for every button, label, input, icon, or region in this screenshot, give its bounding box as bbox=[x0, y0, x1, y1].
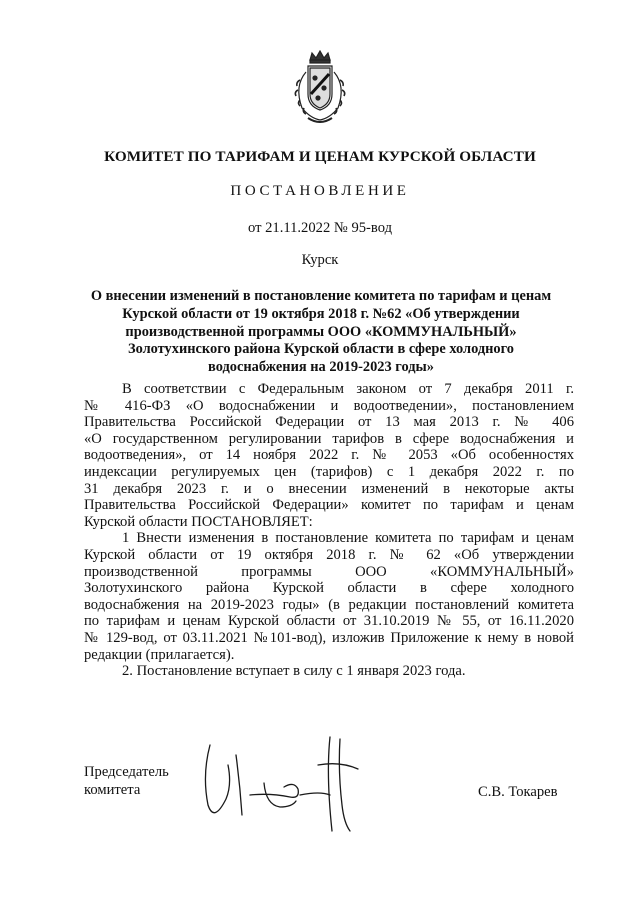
document-body bbox=[84, 381, 574, 680]
preamble-line: индексации регулируемых цен (тарифов) с 1 декабря 2022 г. по bbox=[84, 463, 574, 480]
handwritten-signature bbox=[180, 735, 390, 835]
document-type: ПОСТАНОВЛЕНИЕ bbox=[230, 183, 410, 199]
title-line: Курской области от 19 октября 2018 г. №62 «Об утверждении bbox=[122, 305, 520, 322]
item1-line: Курской области от 19 октября 2018 г. № 62 «Об утверждении bbox=[84, 546, 574, 563]
title-line: водоснабжения на 2019-2023 годы» bbox=[208, 359, 434, 376]
preamble-line: 31 декабря 2023 г. и о внесении изменений в некоторые акты bbox=[84, 480, 574, 497]
item1-line: водоснабжения на 2019-2023 годы» (в редакции постановлений комитета bbox=[84, 596, 574, 613]
preamble-line: Правительства Российской Федерации» комитет по тарифам и ценам bbox=[84, 497, 574, 514]
preamble-line: водоотведения», от 14 ноября 2022 г. № 2053 «Об особенностях bbox=[84, 447, 574, 464]
preamble-line: № 416-ФЗ «О водоснабжении и водоотведении», постановлением bbox=[84, 397, 574, 414]
preamble-line: Правительства Российской Федерации от 13 мая 2013 г. № 406 bbox=[84, 414, 574, 431]
item1-line: производственной программы ООО «КОММУНАЛЬНЫЙ» bbox=[84, 563, 574, 580]
title-line: Золотухинского района Курской области в сфере холодного bbox=[128, 341, 514, 358]
item1-line: 1 Внести изменения в постановление комитета по тарифам и ценам bbox=[122, 530, 574, 547]
preamble-line: «О государственном регулировании тарифов в сфере водоснабжения и bbox=[84, 430, 574, 447]
item1-line: № 129-вод, от 03.11.2021 №101-вод), изложив Приложение к нему в новой bbox=[84, 629, 574, 646]
position-line: комитета bbox=[84, 782, 141, 798]
item1-line: Золотухинского района Курской области в сфере холодного bbox=[84, 580, 574, 597]
document-city: Курск bbox=[301, 252, 339, 268]
title-line: производственной программы ООО «КОММУНАЛЬНЫЙ» bbox=[125, 323, 517, 340]
document-date-number: от 21.11.2022 № 95-вод bbox=[247, 220, 393, 236]
item2-line: 2. Постановление вступает в силу с 1 января 2023 года. bbox=[122, 663, 466, 680]
committee-name: КОМИТЕТ ПО ТАРИФАМ И ЦЕНАМ КУРСКОЙ ОБЛАСТИ bbox=[104, 148, 536, 165]
signatory-name: С.В. Токарев bbox=[478, 784, 558, 800]
signatory-position bbox=[84, 763, 169, 799]
item1-line: редакции (прилагается). bbox=[84, 646, 235, 663]
title-line: О внесении изменений в постановление комитета по тарифам и ценам bbox=[90, 288, 552, 304]
preamble-line: В соответствии с Федеральным законом от 7 декабря 2011 г. bbox=[122, 381, 574, 397]
position-line: Председатель bbox=[84, 764, 169, 780]
preamble-line: Курской области ПОСТАНОВЛЯЕТ: bbox=[84, 513, 313, 530]
item1-line: по тарифам и ценам Курской области от 31.10.2019 № 55, от 16.11.2020 bbox=[84, 613, 574, 630]
document-title bbox=[80, 288, 562, 377]
coat-of-arms-emblem bbox=[288, 50, 352, 126]
